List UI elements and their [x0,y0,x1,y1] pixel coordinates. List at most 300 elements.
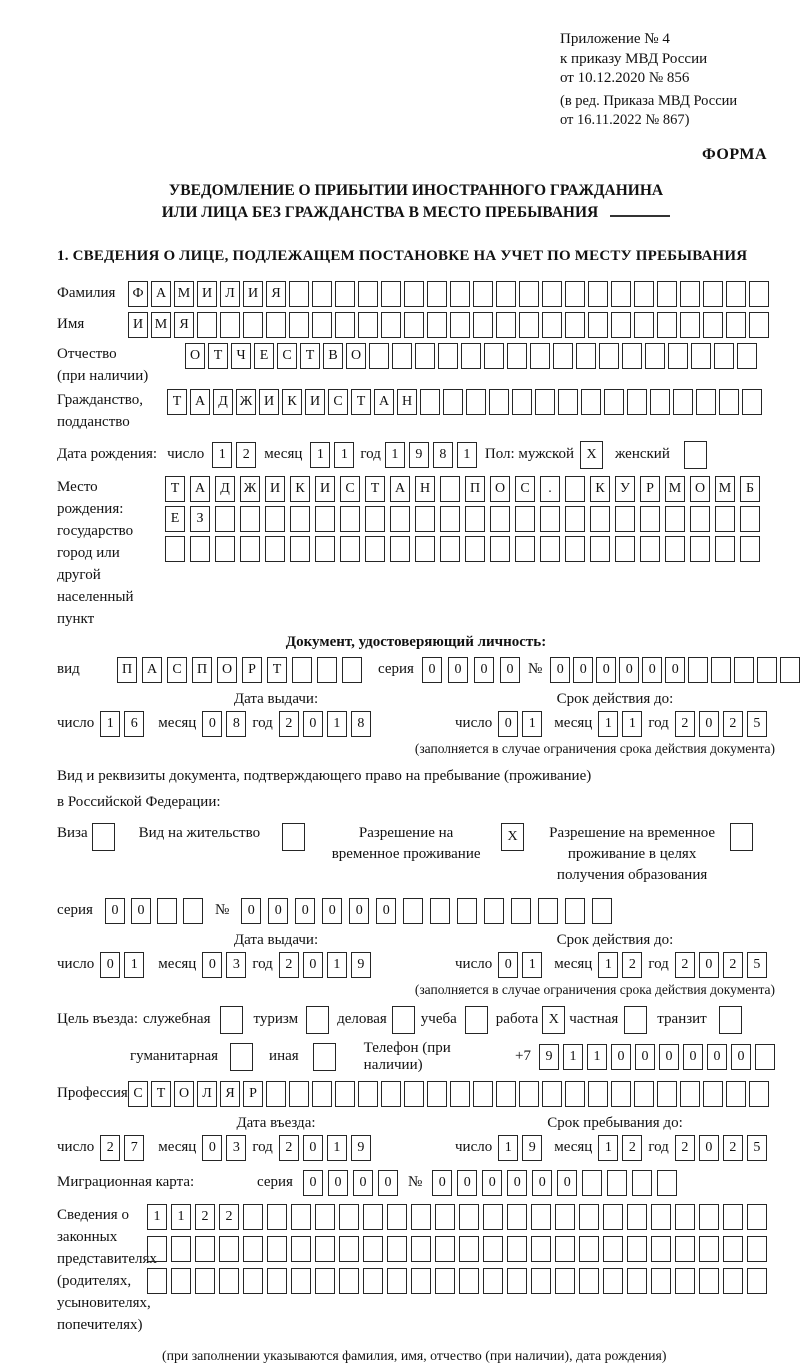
char-cell [657,1170,677,1196]
purpose-work-checkbox [542,1006,565,1034]
char-cell [611,312,631,338]
char-cell [565,312,585,338]
char-cell [496,281,516,307]
birth-month-label: месяц [264,446,303,462]
surname-label: Фамилия [57,285,116,301]
purpose-humanitarian-checkbox [230,1043,253,1071]
char-cell [515,536,535,562]
char-cell: 2 [723,1135,743,1161]
char-cell [675,1236,695,1262]
purpose-business-label: деловая [337,1011,387,1027]
field-patronymic [57,343,775,387]
char-cell [540,506,560,532]
char-cell [290,536,310,562]
ref-line: от 10.12.2020 № 856 [560,70,690,86]
char-cell [195,1236,215,1262]
char-cell: И [305,389,325,415]
representatives-label-line: представителях [57,1250,157,1267]
char-cell [699,1236,719,1262]
char-cell [282,823,305,851]
purpose-private-label: частная [569,1011,619,1027]
char-cell [165,536,185,562]
char-cell [404,281,424,307]
char-cell: 1 [598,711,618,737]
char-cell [220,1006,243,1034]
purpose-other-checkbox [313,1043,336,1071]
char-cell [579,1268,599,1294]
representatives-label-line: усыновителях, [57,1294,151,1311]
char-cell [723,1268,743,1294]
char-cell [183,898,203,924]
char-cell: П [465,476,485,502]
char-cell [415,343,435,369]
surname-boxes [128,281,769,307]
char-cell: Т [300,343,320,369]
char-cell [565,536,585,562]
char-cell: Я [220,1081,240,1107]
day-label: число [455,1139,493,1155]
char-cell: 1 [327,952,347,978]
char-cell [267,1268,287,1294]
form-label: ФОРМА [701,145,767,163]
profession-row [57,1081,775,1107]
char-cell: 1 [327,1135,347,1161]
char-cell [691,343,711,369]
entry-dates [57,1115,775,1161]
char-cell [726,312,746,338]
char-cell: Т [165,476,185,502]
char-cell [411,1204,431,1230]
char-cell [92,823,115,851]
year-label: год [252,956,273,972]
ref-line: (в ред. Приказа МВД России [560,92,738,109]
rvp-education-label: Разрешение на временное проживание в целях получения образования [549,824,716,883]
char-cell [740,506,760,532]
char-cell: 9 [522,1135,542,1161]
char-cell [392,1006,415,1034]
char-cell [335,281,355,307]
phone-boxes [539,1044,775,1070]
char-cell: А [190,389,210,415]
char-cell [404,312,424,338]
char-cell: О [346,343,366,369]
id-doc-number-boxes [550,657,800,683]
char-cell [390,536,410,562]
residence-permit-checkbox [282,823,305,851]
char-cell [266,1081,286,1107]
ref-line: от 16.11.2022 № 867) [560,112,690,128]
char-cell [615,506,635,532]
visa-checkbox [92,823,115,851]
char-cell [611,281,631,307]
char-cell: 0 [105,898,125,924]
char-cell: 0 [295,898,315,924]
char-cell [335,1081,355,1107]
char-cell [363,1268,383,1294]
char-cell [699,1204,719,1230]
char-cell: М [174,281,194,307]
char-cell: 8 [351,711,371,737]
month-label: месяц [158,715,197,731]
char-cell: В [323,343,343,369]
char-cell [427,1081,447,1107]
char-cell [603,1204,623,1230]
stay-doc-issued-year [279,952,371,978]
entry-year [279,1135,371,1161]
char-cell [747,1236,767,1262]
char-cell: Ж [240,476,260,502]
month-label: месяц [554,715,593,731]
field-birthdate-sex [57,441,775,469]
char-cell [699,1268,719,1294]
char-cell [340,536,360,562]
char-cell [634,312,654,338]
char-cell [624,1006,647,1034]
char-cell [590,536,610,562]
char-cell [588,312,608,338]
char-cell: О [174,1081,194,1107]
representatives-row3-boxes [147,1268,767,1294]
char-cell: И [259,389,279,415]
char-cell: 0 [457,1170,477,1196]
char-cell: 2 [195,1204,215,1230]
char-cell [581,389,601,415]
char-cell [312,1081,332,1107]
profession-label: Профессия [57,1085,128,1101]
representatives-label-line: законных [57,1228,118,1245]
char-cell [219,1268,239,1294]
char-cell: 2 [622,1135,642,1161]
id-doc-valid-day [498,711,542,737]
char-cell [632,1170,652,1196]
char-cell: 0 [202,1135,222,1161]
char-cell [465,1006,488,1034]
day-label: число [455,956,493,972]
char-cell [696,389,716,415]
char-cell [459,1268,479,1294]
char-cell [747,1204,767,1230]
migration-number-boxes [432,1170,677,1196]
representatives-note: (при заполнении указываются фамилия, имя, отчество (при наличии), дата рождения) [162,1347,667,1363]
section1-title: 1. СВЕДЕНИЯ О ЛИЦЕ, ПОДЛЕЖАЩЕМ ПОСТАНОВКЕ НА УЧЕТ ПО МЕСТУ ПРЕБЫВАНИЯ [57,247,748,264]
char-cell [599,343,619,369]
sex-female-checkbox [684,441,707,469]
char-cell: 0 [635,1044,655,1070]
char-cell: С [328,389,348,415]
birth-month-boxes [310,442,354,468]
char-cell: 2 [279,952,299,978]
char-cell: Т [351,389,371,415]
char-cell: 2 [723,952,743,978]
char-cell [615,536,635,562]
char-cell: А [374,389,394,415]
char-cell [515,506,535,532]
char-cell [190,536,210,562]
char-cell: 0 [500,657,520,683]
char-cell [512,389,532,415]
purpose-study-checkbox [465,1006,488,1034]
rvp-label: Разрешение на временное проживание [331,824,481,862]
char-cell: М [665,476,685,502]
stay-doc-series-row [57,898,775,924]
char-cell [730,823,753,851]
char-cell: 0 [596,657,616,683]
char-cell: 0 [683,1044,703,1070]
char-cell: 0 [498,952,518,978]
char-cell: Т [267,657,287,683]
sex-male-checkbox [580,441,603,469]
migration-series-boxes [303,1170,398,1196]
char-cell [358,1081,378,1107]
char-cell [640,506,660,532]
char-cell [749,312,769,338]
char-cell: 0 [482,1170,502,1196]
char-cell [657,312,677,338]
birth-year-boxes [385,442,477,468]
char-cell: 1 [310,442,330,468]
char-cell [604,389,624,415]
id-doc-kind-row [57,657,775,683]
stay-doc-series-boxes [105,898,203,924]
char-cell: С [167,657,187,683]
char-cell: 3 [226,952,246,978]
char-cell [657,1081,677,1107]
char-cell: 1 [212,442,232,468]
stay-doc-note: (заполняется в случае ограничения срока действия документа) [414,981,775,997]
char-cell: 2 [675,1135,695,1161]
char-cell [483,1268,503,1294]
char-cell [576,343,596,369]
stay-doc-number-label: № [214,902,230,918]
char-cell [489,389,509,415]
char-cell [711,657,731,683]
char-cell: Л [197,1081,217,1107]
field-birthplace [57,476,775,630]
char-cell: Я [174,312,194,338]
char-cell: Р [243,1081,263,1107]
purpose-business-checkbox [392,1006,415,1034]
char-cell: Ч [231,343,251,369]
char-cell: 0 [349,898,369,924]
purpose-other-label: иная [269,1048,299,1064]
char-cell: 1 [522,711,542,737]
char-cell: 1 [622,711,642,737]
char-cell [440,506,460,532]
char-cell: О [690,476,710,502]
char-cell [590,506,610,532]
char-cell: А [142,657,162,683]
purpose-transit-checkbox [719,1006,742,1034]
char-cell: 1 [522,952,542,978]
char-cell [688,657,708,683]
char-cell [171,1236,191,1262]
id-doc-issued-day [100,711,144,737]
char-cell [473,1081,493,1107]
char-cell: 2 [723,711,743,737]
char-cell [519,1081,539,1107]
migration-card-row [57,1170,775,1196]
char-cell: 0 [241,898,261,924]
char-cell: X [542,1006,565,1034]
char-cell [740,536,760,562]
char-cell [465,536,485,562]
representatives-label-line: попечителях) [57,1316,143,1333]
char-cell: С [128,1081,148,1107]
char-cell [292,657,312,683]
document-title: УВЕДОМЛЕНИЕ О ПРИБЫТИИ ИНОСТРАННОГО ГРАЖДАНИНА ИЛИ ЛИЦА БЕЗ ГРАЖДАНСТВА В МЕСТО ПРЕБЫВАНИЯ [57,180,775,224]
char-cell [588,281,608,307]
char-cell [540,536,560,562]
char-cell [459,1236,479,1262]
char-cell: 0 [202,952,222,978]
char-cell [565,476,585,502]
char-cell: 0 [507,1170,527,1196]
char-cell: 7 [124,1135,144,1161]
char-cell: 0 [532,1170,552,1196]
char-cell [484,898,504,924]
char-cell [450,1081,470,1107]
char-cell: М [151,312,171,338]
char-cell [465,506,485,532]
purpose-tourism-checkbox [306,1006,329,1034]
stay-doc-valid-month [598,952,642,978]
char-cell: 1 [327,711,347,737]
legal-reference [560,30,775,131]
char-cell: 0 [573,657,593,683]
char-cell [473,281,493,307]
char-cell [755,1044,775,1070]
char-cell [230,1043,253,1071]
char-cell [363,1236,383,1262]
char-cell [315,1268,335,1294]
char-cell: 0 [378,1170,398,1196]
patronymic-label: Отчество [57,345,117,362]
char-cell [726,1081,746,1107]
char-cell [511,898,531,924]
purpose-official-label: служебная [142,1011,211,1027]
stay-doc-issued-day [100,952,144,978]
char-cell [530,343,550,369]
char-cell: И [315,476,335,502]
char-cell [483,1236,503,1262]
char-cell [542,312,562,338]
char-cell [538,898,558,924]
id-doc-valid-year [675,711,767,737]
char-cell [531,1204,551,1230]
char-cell [650,389,670,415]
char-cell [780,657,800,683]
char-cell [403,898,423,924]
citizenship-label2: подданство [57,413,130,430]
char-cell: 0 [328,1170,348,1196]
char-cell [440,476,460,502]
char-cell [737,343,757,369]
char-cell [420,389,440,415]
char-cell [519,281,539,307]
char-cell: 0 [498,711,518,737]
day-label: число [57,956,95,972]
char-cell: Т [167,389,187,415]
stay-until-day [498,1135,542,1161]
birthdate-label: Дата рождения: [57,446,158,462]
char-cell: И [265,476,285,502]
char-cell [603,1268,623,1294]
char-cell [680,312,700,338]
char-cell: 0 [699,952,719,978]
char-cell [195,1268,215,1294]
char-cell [665,506,685,532]
char-cell [435,1236,455,1262]
char-cell [555,1268,575,1294]
char-cell: 0 [322,898,342,924]
purpose-tourism-label: туризм [253,1011,299,1027]
char-cell: 1 [171,1204,191,1230]
char-cell: Н [397,389,417,415]
char-cell: 1 [587,1044,607,1070]
char-cell [171,1268,191,1294]
char-cell: К [290,476,310,502]
migration-card-label: Миграционная карта: [57,1174,195,1190]
char-cell: 0 [659,1044,679,1070]
char-cell [634,281,654,307]
representatives-label-line: (родителях, [57,1272,132,1289]
year-label: год [648,956,669,972]
char-cell [603,1236,623,1262]
char-cell: 5 [747,1135,767,1161]
char-cell [715,536,735,562]
char-cell [719,1006,742,1034]
char-cell [675,1268,695,1294]
birthplace-row2-boxes [165,506,760,532]
char-cell: 2 [219,1204,239,1230]
stay-doc-valid-year [675,952,767,978]
char-cell [243,312,263,338]
char-cell [315,506,335,532]
char-cell [719,389,739,415]
char-cell: 1 [563,1044,583,1070]
entry-day [100,1135,144,1161]
char-cell [381,312,401,338]
stay-doc-valid-day [498,952,542,978]
char-cell [265,536,285,562]
month-label: месяц [554,956,593,972]
day-label: число [57,1139,95,1155]
char-cell [645,343,665,369]
char-cell [703,1081,723,1107]
char-cell: 0 [665,657,685,683]
char-cell [363,1204,383,1230]
char-cell [565,506,585,532]
char-cell: 0 [303,1135,323,1161]
visa-label: Виза [57,824,88,841]
ref-line: к приказу МВД России [560,50,708,67]
patronymic-label2: (при наличии) [57,367,149,384]
field-surname [57,281,775,307]
char-cell [427,312,447,338]
char-cell [435,1204,455,1230]
char-cell: З [190,506,210,532]
char-cell [411,1268,431,1294]
char-cell [450,281,470,307]
char-cell: 0 [422,657,442,683]
char-cell: 2 [236,442,256,468]
stay-doc-number-boxes [241,898,612,924]
char-cell [219,1236,239,1262]
char-cell [483,1204,503,1230]
char-cell [726,281,746,307]
char-cell: О [185,343,205,369]
char-cell: 1 [147,1204,167,1230]
